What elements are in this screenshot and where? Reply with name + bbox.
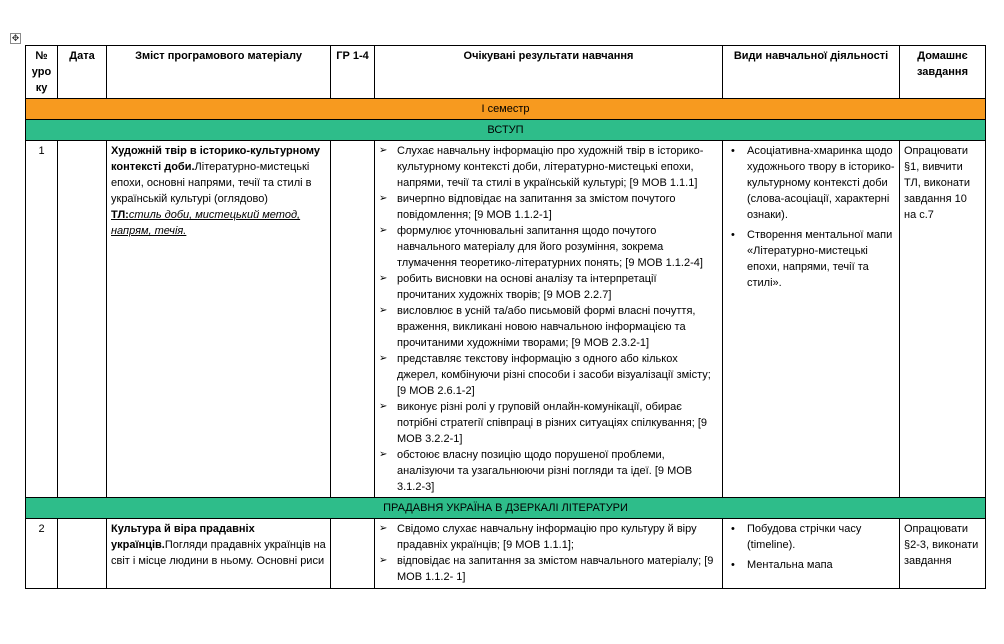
arrow-bullet-icon: ➢ <box>379 449 388 460</box>
lesson-gr <box>331 519 375 589</box>
outcomes-list <box>379 521 718 585</box>
col-lesson-number: № уро ку <box>26 46 58 99</box>
lesson-topic-title: Художній твір в історико-культурному контексті доби. <box>111 145 321 173</box>
lesson-gr <box>331 141 375 498</box>
section-band-ancient <box>26 498 986 519</box>
list-item: ➢ робить висновки на основі аналізу та інтерпретації прочитаних художніх творів; [9 МОВ 2.2.7] <box>379 273 657 301</box>
list-item: ➢ представляє текстову інформацію з одного або кількох джерел, комбінуючи різні способи і засоби візуалізації змісту; [9 МОВ 2.6.1-2] <box>379 353 711 397</box>
list-item: ➢ обстоює власну позицію щодо порушеної проблеми, аналізуючи та узагальнюючи різні погляди та ідеї. [9 МОВ 3.1.2-3] <box>379 449 693 493</box>
arrow-bullet-icon: ➢ <box>379 145 388 156</box>
arrow-bullet-icon: ➢ <box>379 193 388 204</box>
list-item: ➢ Слухає навчальну інформацію про художній твір в історико-культурному контексті доби, літературно-мистецькі епохи, напрями, течії та стилі в українській культурі; [9 МОВ 1.1.1] <box>379 145 704 189</box>
activities-list <box>727 521 895 573</box>
list-item: ➢ виконує різні ролі у груповій онлайн-комунікації, обирає потрібні стратегії співпраці в різних ситуаціях спілкування; [9 МОВ 3.2.2-1] <box>379 401 707 445</box>
col-date: Дата <box>58 46 107 99</box>
lesson-topic-body: Погляди прадавніх українців на світ і місце людини в ньому. Основні риси <box>111 539 326 567</box>
list-item: ➢ відповідає на запитання за змістом навчального матеріалу; [9 МОВ 1.1.2- 1] <box>379 555 714 583</box>
arrow-bullet-icon: ➢ <box>379 555 388 566</box>
lesson-homework: Опрацювати §2-3, виконати завдання <box>900 519 986 589</box>
col-homework: Домашнє завдання <box>900 46 986 99</box>
arrow-bullet-icon: ➢ <box>379 305 388 316</box>
activities-list <box>727 143 895 291</box>
lesson-plan-table <box>25 45 986 589</box>
col-outcomes: Очікувані результати навчання <box>375 46 723 99</box>
section-band-intro <box>26 120 986 141</box>
lesson-topic-title: Культура й віра прадавніх українців. <box>111 523 255 551</box>
lesson-date <box>58 519 107 589</box>
bullet-dot-icon: • <box>731 145 735 157</box>
lesson-outcomes <box>375 141 723 498</box>
lesson-date <box>58 141 107 498</box>
list-item: • Ментальна мапа <box>731 559 833 571</box>
semester-label: І семестр <box>26 99 986 120</box>
lesson-activities <box>723 141 900 498</box>
header-row <box>26 46 986 99</box>
arrow-bullet-icon: ➢ <box>379 273 388 284</box>
col-activities: Види навчальної діяльності <box>723 46 900 99</box>
col-content: Зміст програмового матеріалу <box>107 46 331 99</box>
bullet-dot-icon: • <box>731 229 735 241</box>
list-item: ➢ висловлює в усній та/або письмовій формі власні почуття, враження, викликані новою навчальною інформацією та прочитаними художніми творами; [9 МОВ 2.3.2-1] <box>379 305 696 349</box>
arrow-bullet-icon: ➢ <box>379 523 388 534</box>
tl-label: ТЛ: <box>111 209 129 221</box>
bullet-dot-icon: • <box>731 523 735 535</box>
list-item: • Побудова стрічки часу (timeline). <box>731 523 862 551</box>
lesson-content <box>107 141 331 498</box>
list-item: ➢ вичерпно відповідає на запитання за змістом почутого повідомлення; [9 МОВ 1.1.2-1] <box>379 193 676 221</box>
outcomes-list <box>379 143 718 495</box>
bullet-dot-icon: • <box>731 559 735 571</box>
lesson-topic-body: Літературно-мистецькі епохи, основні напрями, течії та стилі в українській культурі (оглядово) <box>111 161 312 205</box>
lesson-homework: Опрацювати §1, вивчити ТЛ, виконати завдання 10 на с.7 <box>900 141 986 498</box>
arrow-bullet-icon: ➢ <box>379 353 388 364</box>
lesson-number: 2 <box>26 519 58 589</box>
lesson-content <box>107 519 331 589</box>
list-item: • Асоціативна-хмаринка щодо художнього твору в історико-культурному контексті доби (слова-асоціації, характерні ознаки). <box>731 145 895 221</box>
semester-band <box>26 99 986 120</box>
lesson-outcomes <box>375 519 723 589</box>
lesson-number: 1 <box>26 141 58 498</box>
table-move-handle-icon[interactable]: ✥ <box>11 33 20 43</box>
table-row <box>26 519 986 589</box>
section-label-ancient: ПРАДАВНЯ УКРАЇНА В ДЗЕРКАЛІ ЛІТЕРАТУРИ <box>26 498 986 519</box>
arrow-bullet-icon: ➢ <box>379 225 388 236</box>
list-item: ➢ формулює уточнювальні запитання щодо почутого навчального матеріалу для його розуміння, зокрема тлумачення теоретико-літературних понять; [9 МОВ 1.1.2-4] <box>379 225 703 269</box>
tl-terms: стиль доби, мистецький метод, напрям, течія. <box>111 209 301 237</box>
list-item: • Створення ментальної мапи «Літературно-мистецькі епохи, напрями, течії та стилі». <box>731 229 893 289</box>
col-gr: ГР 1-4 <box>331 46 375 99</box>
table-row <box>26 141 986 498</box>
lesson-activities <box>723 519 900 589</box>
arrow-bullet-icon: ➢ <box>379 401 388 412</box>
list-item: ➢ Свідомо слухає навчальну інформацію про культуру й віру прадавніх українців; [9 МОВ 1.1.1]; <box>379 523 697 551</box>
section-label-intro: ВСТУП <box>26 120 986 141</box>
